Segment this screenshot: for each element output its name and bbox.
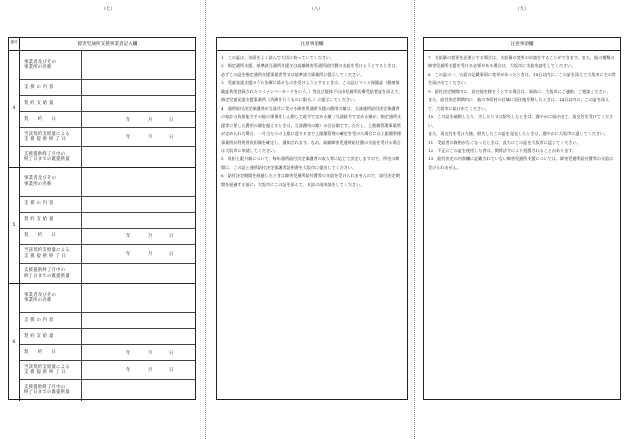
row-label-line: 当該契約支給量による (24, 248, 70, 254)
date-day-unit: 日 (169, 135, 174, 140)
date-day-unit: 日 (169, 251, 174, 257)
row-label-line: 支援提供終了月中の (24, 268, 66, 274)
row-label-line: 契 約 支 給 量 (24, 333, 54, 339)
row-label-line: 事業所の名称 (24, 181, 52, 187)
row-value[interactable] (82, 128, 195, 146)
row-value[interactable] (82, 284, 195, 312)
row-value[interactable] (82, 197, 195, 212)
date-month-unit: 月 (148, 251, 153, 257)
table-row-provider-name (20, 51, 195, 79)
table-row-support-content (20, 196, 195, 212)
row-label-line: 当該契約支給量による (24, 131, 70, 137)
row-label (20, 96, 82, 111)
row-label-line: 事業者及びその (24, 59, 57, 65)
date-day-unit: 日 (169, 350, 174, 356)
table-block (9, 168, 195, 285)
table-row-contract-amount (20, 328, 195, 344)
row-label-line: 支 援 提 供 終 了 日 (24, 370, 67, 376)
row-label (20, 197, 82, 212)
provider-record-table (8, 37, 196, 400)
table-row-remaining-amount (20, 263, 195, 285)
date-year-unit: 年 (126, 117, 131, 123)
row-value[interactable] (82, 147, 195, 168)
table-row-contract-amount (20, 95, 195, 111)
row-label-line: 事業者及びその (24, 176, 57, 182)
row-label-line: 事業所の名称 (24, 298, 52, 304)
table-row-contract-date (20, 228, 195, 244)
row-value[interactable] (82, 245, 195, 263)
row-label (20, 168, 82, 196)
row-label-line: 支 援 提 供 終 了 日 (24, 253, 67, 259)
table-title: 障害児通所支援事業者記入欄 (77, 42, 138, 47)
table-row-end-date (20, 244, 195, 263)
date-day-unit: 日 (169, 234, 174, 240)
row-label (20, 345, 82, 360)
row-label (20, 147, 82, 168)
notes-title: 注意事項欄 (424, 38, 620, 51)
row-label-line: 終了日までの既提供量 (24, 157, 70, 163)
table-row-support-content (20, 79, 195, 95)
row-label (20, 313, 82, 328)
table-block (9, 51, 195, 168)
note-item: 8 この証の一、五面の記載事項に変更があったときは、14日以内に、この証を添えて大坂市にその旨を届け出てください。 (428, 71, 616, 86)
row-label (20, 229, 82, 244)
row-value[interactable] (82, 213, 195, 228)
date-year-unit: 年 (126, 234, 131, 240)
row-value[interactable] (82, 96, 195, 111)
row-label (20, 329, 82, 344)
table-row-provider-name (20, 168, 195, 196)
row-label-line: 事業者及びその (24, 292, 57, 298)
table-row-contract-date (20, 111, 195, 127)
note-item: 12 不正にこの証を使用した者は、関係法令により処罰されることがあります。 (428, 147, 577, 153)
row-label-line: 契 約 日 (24, 349, 57, 355)
note-item: 9 給付決定期間内に、居住地を移そうとする場合は、事前に、大坂市にご連絡、ご相談ください。 (428, 88, 611, 94)
notes-page-middle (216, 37, 408, 400)
number-column-header: 番号 (9, 38, 20, 51)
row-label-line: 支 援 提 供 終 了 日 (24, 137, 67, 142)
row-label (20, 361, 82, 379)
row-label-line: 終了日までの既提供量 (24, 273, 70, 279)
date-month-unit: 月 (148, 350, 153, 356)
row-label-line: 終了日までの既提供量 (24, 390, 70, 396)
note-item: 7 支給量の変更を必要とする場合は、支給量の変更の申請をすることができます。また、他の種類の障害児通所支援を受ける必要がある場合は、大坂市に支給申請をしてください。 (428, 55, 615, 69)
row-label (20, 51, 82, 79)
table-row-support-content (20, 312, 195, 328)
row-value[interactable] (82, 345, 195, 360)
notes-page-right (423, 37, 621, 400)
date-month-unit: 月 (148, 368, 153, 374)
row-label-line: 事業所の名称 (24, 65, 52, 70)
note-item: 11 受給者の資格がなくなったときは、直ちにこの証を大坂市に返してください。 (428, 139, 581, 145)
row-label (20, 264, 82, 285)
row-label (20, 380, 82, 401)
block-number: 4 (9, 51, 20, 167)
row-label-line: 支 援 の 内 容 (24, 84, 54, 90)
page-number-left: （七） (101, 7, 115, 12)
row-value[interactable] (82, 380, 195, 401)
table-row-remaining-amount (20, 379, 195, 401)
note-item: 5 負担上限月額について、毎年通所給付決定保護者の収入等に応じて決定しますので、所定の期間に、この証と通所給付決定保護者証明書を大坂市に提出してください。 (221, 156, 400, 170)
note-item: 3 児童発達支援のうち治療に係るものを受けようとするときは、この証にマイナ保険証（健康保険証利用登録されたマイナンバーカードをいう。）等及び肢体不自由児通所医療受給者証を添えて、指定児童発達支援事業所（治療を行うものに限る。）に提示してください。 (221, 80, 403, 103)
note-item: 2 指定通所支援、基準該当通所支援又は高額障害児通所給付費の支給を受けようとするときは、必ずこの証を指定通所支援事業者等又は基準該当事業所に提示してください。 (221, 63, 400, 77)
row-label-line: 契 約 日 (24, 233, 57, 239)
note-item: 13 給付決定の内容欄に記載されていない障害児通所支援については、障害児通所給付費等の支給は受けられません。 (428, 156, 614, 170)
row-value[interactable] (82, 313, 195, 328)
note-item: また、再交付を受けた後、紛失したこの証を発見したときは、遅やかに大坂市に返してください。 (428, 131, 609, 137)
table-row-contract-amount (20, 212, 195, 228)
block-number: 5 (9, 168, 20, 284)
row-label (20, 80, 82, 95)
row-value[interactable] (82, 112, 195, 127)
page-number-middle: （八） (309, 7, 323, 12)
row-value[interactable] (82, 361, 195, 379)
note-item: 1 この証は、各面をよく読んで大切に持っていてください。 (221, 55, 335, 60)
row-label-line: 契 約 日 (24, 116, 57, 122)
row-label-line: 当該契約支給量による (24, 364, 70, 370)
notes-title: 注意事項欄 (217, 38, 407, 51)
date-year-unit: 年 (126, 251, 131, 257)
page-number-right: （九） (515, 7, 529, 12)
row-label-line: 支援提供終了月中の (24, 151, 66, 157)
table-row-provider-name (20, 284, 195, 312)
date-month-unit: 月 (148, 117, 153, 123)
date-year-unit: 年 (126, 368, 131, 374)
row-label-line: 支 援 の 内 容 (24, 317, 54, 323)
note-item: 6 給付決定期間を経過したときは障害児通所給付費等の支給を受けられませんので、給付決定期間を経過する前に、大坂市にこの証を添えて、支給の再申請をしてください。 (221, 173, 400, 187)
row-label (20, 128, 82, 146)
row-value[interactable] (82, 51, 195, 79)
row-value[interactable] (82, 80, 195, 95)
row-label (20, 213, 82, 228)
table-row-end-date (20, 127, 195, 146)
notes-list (428, 54, 616, 172)
row-label (20, 284, 82, 312)
date-day-unit: 日 (169, 117, 174, 123)
date-year-unit: 年 (126, 135, 131, 140)
row-label-line: 支援提供終了月中の (24, 385, 66, 391)
table-row-end-date (20, 360, 195, 379)
row-label-line: 契 約 支 給 量 (24, 100, 54, 106)
fold-line-left (205, 0, 206, 439)
row-value[interactable] (82, 229, 195, 244)
row-label-line: 支 援 の 内 容 (24, 201, 54, 207)
row-value[interactable] (82, 168, 195, 196)
block-number: 6 (9, 284, 20, 401)
date-month-unit: 月 (148, 135, 153, 140)
table-header (9, 38, 195, 51)
row-label-line: 契 約 支 給 量 (24, 217, 54, 223)
notes-list (221, 54, 403, 189)
row-label (20, 245, 82, 263)
fold-line-right (414, 0, 415, 439)
row-value[interactable] (82, 264, 195, 285)
row-value[interactable] (82, 329, 195, 344)
note-item: また、給付決定期間内に、他の市町村の区域に居住地を移したときは、14日以内に、この証を添えて、大坂市に届け出てください。 (428, 97, 610, 111)
table-row-remaining-amount (20, 146, 195, 168)
date-day-unit: 日 (169, 368, 174, 374)
table-row-contract-date (20, 344, 195, 360)
date-year-unit: 年 (126, 350, 131, 356)
note-item: 10 この証を破損したり、汚したり又は紛失したときは、遅やかに届け出て、再交付を受けてください。 (428, 114, 614, 128)
table-block (9, 284, 195, 401)
note-item: 4 通所給付決定保護者が当該月に受ける障害児通所支援の費用の額は、当該通所給付決定保護者の家計の負担能力その他の事情をしん酌して政令で定める額（当該政令で定める額が、指定通所支援等に要した費用の額を超えるときは、当該費用の額）の合計額です。ただし、上限額管理事業所が定められた場合、一月当たりの上限に達するまで上限額管理の確定を受けた場合には上限額管理事業所が利用者負担額を確定し、通知されます。なお、高額障害児通所給付費の支給を受ける場合は大坂市に申請してください。 (221, 105, 402, 153)
row-label (20, 112, 82, 127)
date-month-unit: 月 (148, 234, 153, 240)
